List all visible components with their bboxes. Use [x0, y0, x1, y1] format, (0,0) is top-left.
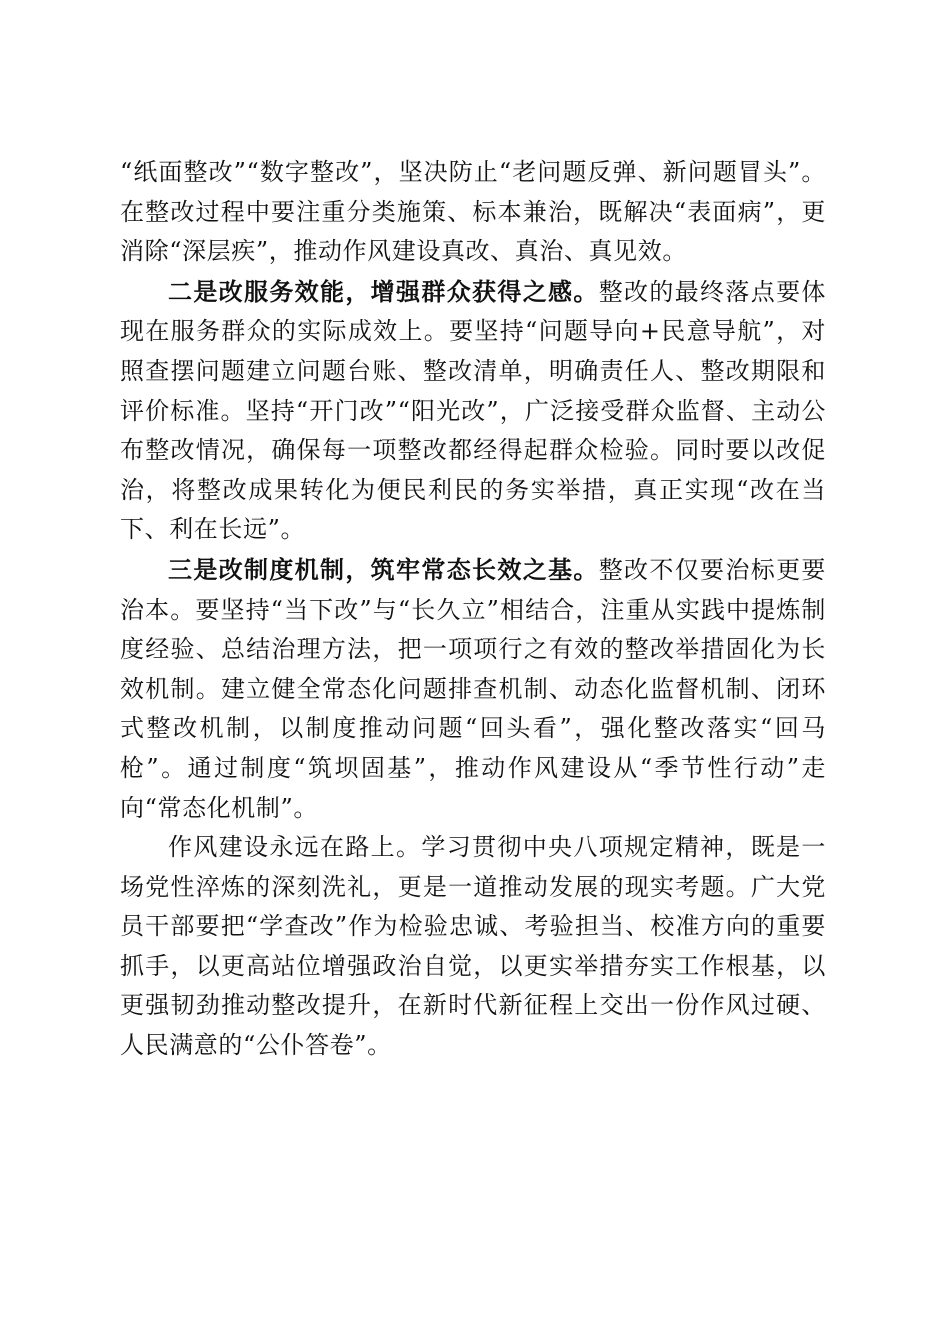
- paragraph-lead-heading: 二是改服务效能，增强群众获得之感。: [168, 276, 599, 306]
- paragraph-continuation: [120, 153, 826, 272]
- paragraph-text: “纸面整改”“数字整改”，坚决防止“老问题反弹、新问题冒头”。在整改过程中要注重分类施策、标本兼治，既解决“表面病”，更消除“深层疾”，推动作风建设真改、真治、真见效。: [120, 158, 826, 266]
- paragraph-lead-heading: 三是改制度机制，筑牢常态长效之基。: [168, 554, 599, 584]
- paragraph-conclusion: [120, 828, 826, 1066]
- document-body: [120, 153, 826, 1066]
- paragraph-text: 整改的最终落点要体现在服务群众的实际成效上。要坚持“问题导向+民意导航”，对照查摆问题建立问题台账、整改清单，明确责任人、整改期限和评价标准。坚持“开门改”“阳光改”，广泛接受群众监督、主动公布整改情况，确保每一项整改都经得起群众检验。同时要以改促治，将整改成果转化为便民利民的务实举措，真正实现“改在当下、利在长远”。: [120, 277, 827, 544]
- paragraph-text: 整改不仅要治标更要治本。要坚持“当下改”与“长久立”相结合，注重从实践中提炼制度经验、总结治理方法，把一项项行之有效的整改举措固化为长效机制。建立健全常态化问题排查机制、动态化监督机制、闭环式整改机制，以制度推动问题“回头看”，强化整改落实“回马枪”。通过制度“筑坝固基”，推动作风建设从“季节性行动”走向“常态化机制”。: [120, 555, 827, 822]
- paragraph-text: 作风建设永远在路上。学习贯彻中央八项规定精神，既是一场党性淬炼的深刻洗礼，更是一道推动发展的现实考题。广大党员干部要把“学查改”作为检验忠诚、考验担当、校准方向的重要抓手，以更高站位增强政治自觉，以更实举措夯实工作根基，以更强韧劲推动整改提升，在新时代新征程上交出一份作风过硬、人民满意的“公仆答卷”。: [120, 833, 826, 1060]
- paragraph-institutional-mechanism: [120, 550, 826, 828]
- paragraph-service-efficiency: [120, 272, 826, 550]
